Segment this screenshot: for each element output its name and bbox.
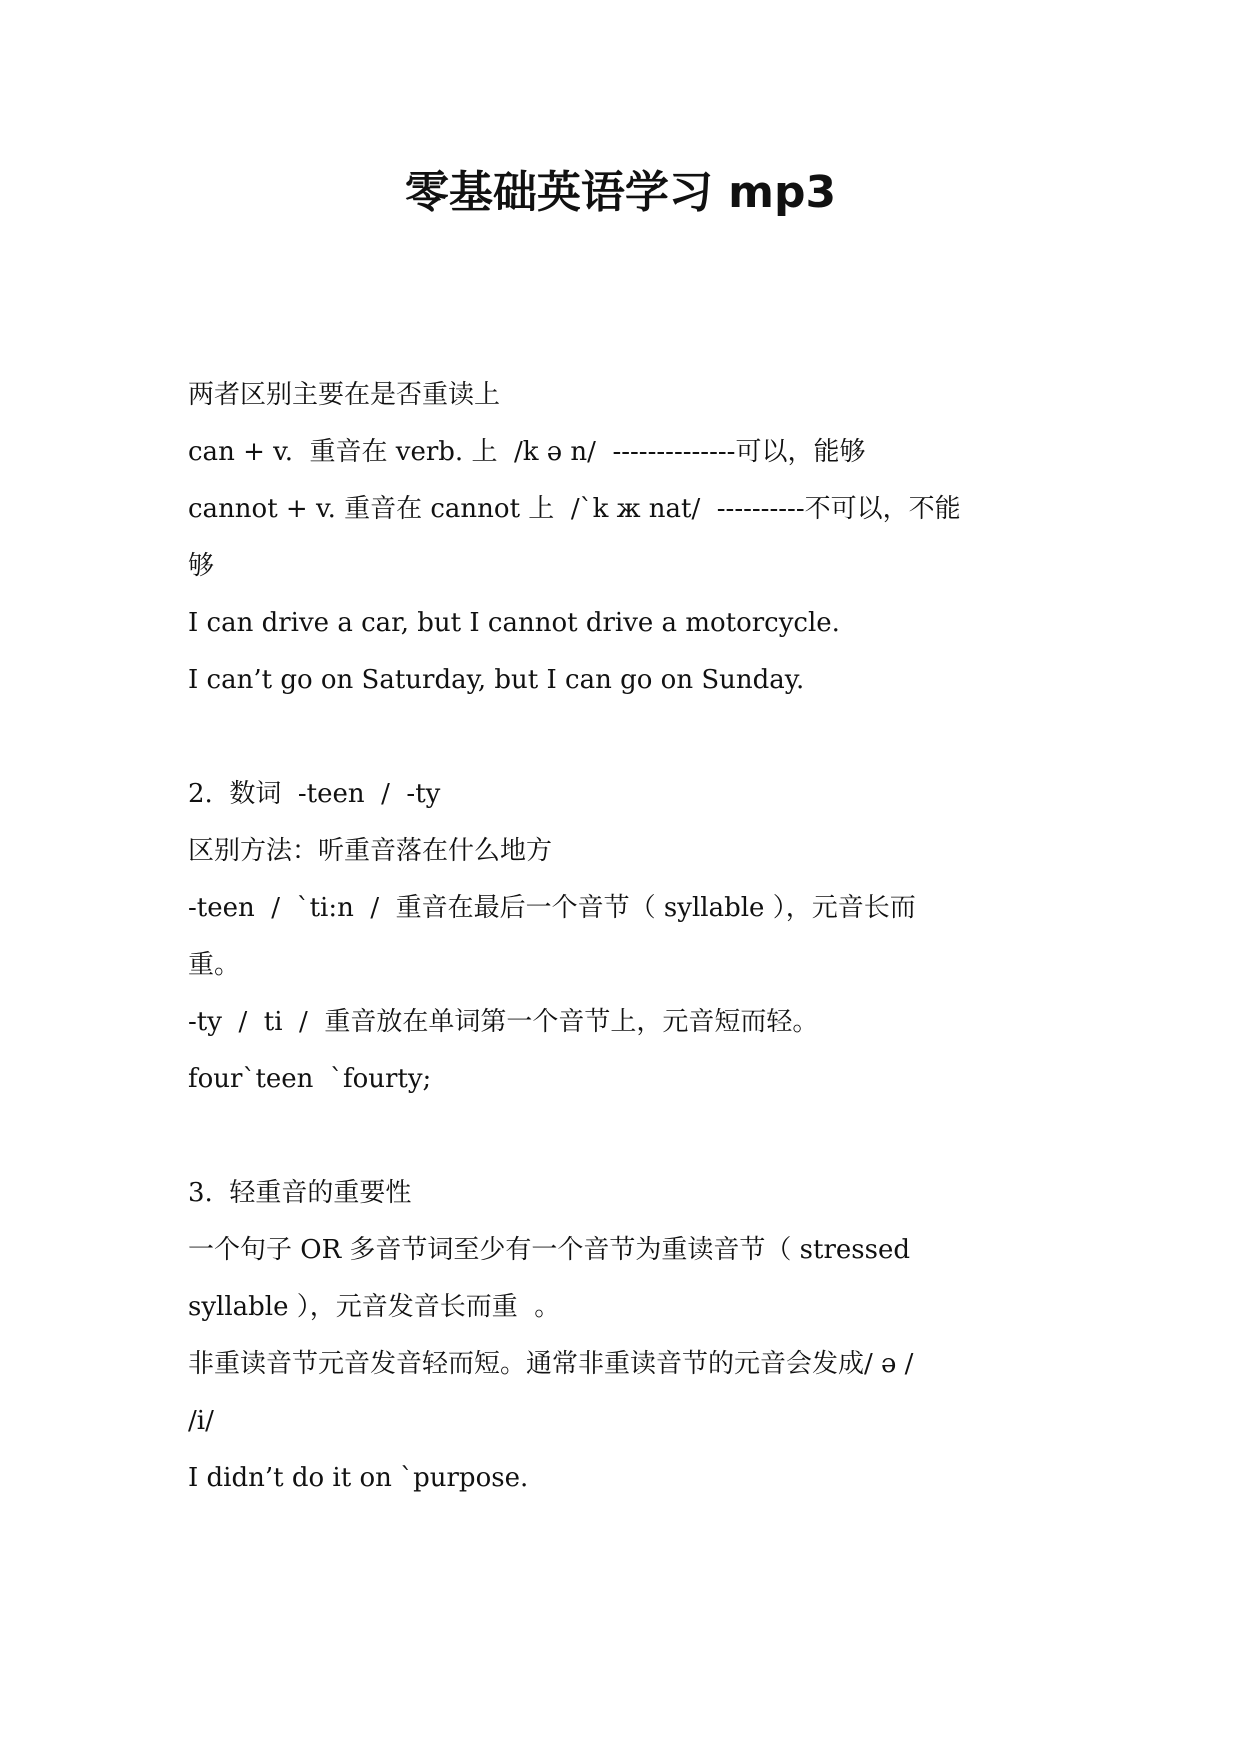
paragraph-line: 够	[188, 551, 215, 581]
paragraph-line: I didn’t do it on `purpose.	[188, 1463, 529, 1493]
section-heading: 2. 数词 -teen / -ty	[188, 779, 441, 809]
section-heading: 3. 轻重音的重要性	[188, 1178, 412, 1208]
paragraph-line: four`teen `fourty;	[188, 1064, 432, 1094]
paragraph-line: -teen / `ti:n / 重音在最后一个音节（ syllable ），元音长而	[188, 893, 916, 923]
paragraph-line: 重。	[188, 950, 241, 980]
paragraph-line: 非重读音节元音发音轻而短。通常非重读音节的元音会发成/ ə /	[188, 1349, 914, 1379]
paragraph-line: -ty / ti / 重音放在单词第一个音节上，元音短而轻。	[188, 1007, 819, 1037]
paragraph-line: 两者区别主要在是否重读上	[188, 380, 501, 410]
paragraph-line: I can drive a car, but I cannot drive a motorcycle.	[188, 608, 840, 638]
paragraph-line: /i/	[188, 1406, 214, 1436]
document-title: 零基础英语学习 mp3	[404, 167, 837, 218]
paragraph-line: cannot + v. 重音在 cannot 上 /`k ж nat/ ----------不可以，不能	[188, 494, 961, 524]
paragraph-line: can + v. 重音在 verb. 上 /k ə n/ --------------可以，能够	[188, 437, 866, 467]
paragraph-line: I can’t go on Saturday, but I can go on Sunday.	[188, 665, 805, 695]
paragraph-line: 一个句子 OR 多音节词至少有一个音节为重读音节（ stressed	[188, 1235, 911, 1265]
paragraph-line: syllable ），元音发音长而重 。	[188, 1292, 561, 1322]
paragraph-line: 区别方法：听重音落在什么地方	[188, 836, 553, 866]
blank-line	[188, 1108, 1058, 1165]
document-body	[188, 367, 1058, 1507]
blank-line	[188, 709, 1058, 766]
